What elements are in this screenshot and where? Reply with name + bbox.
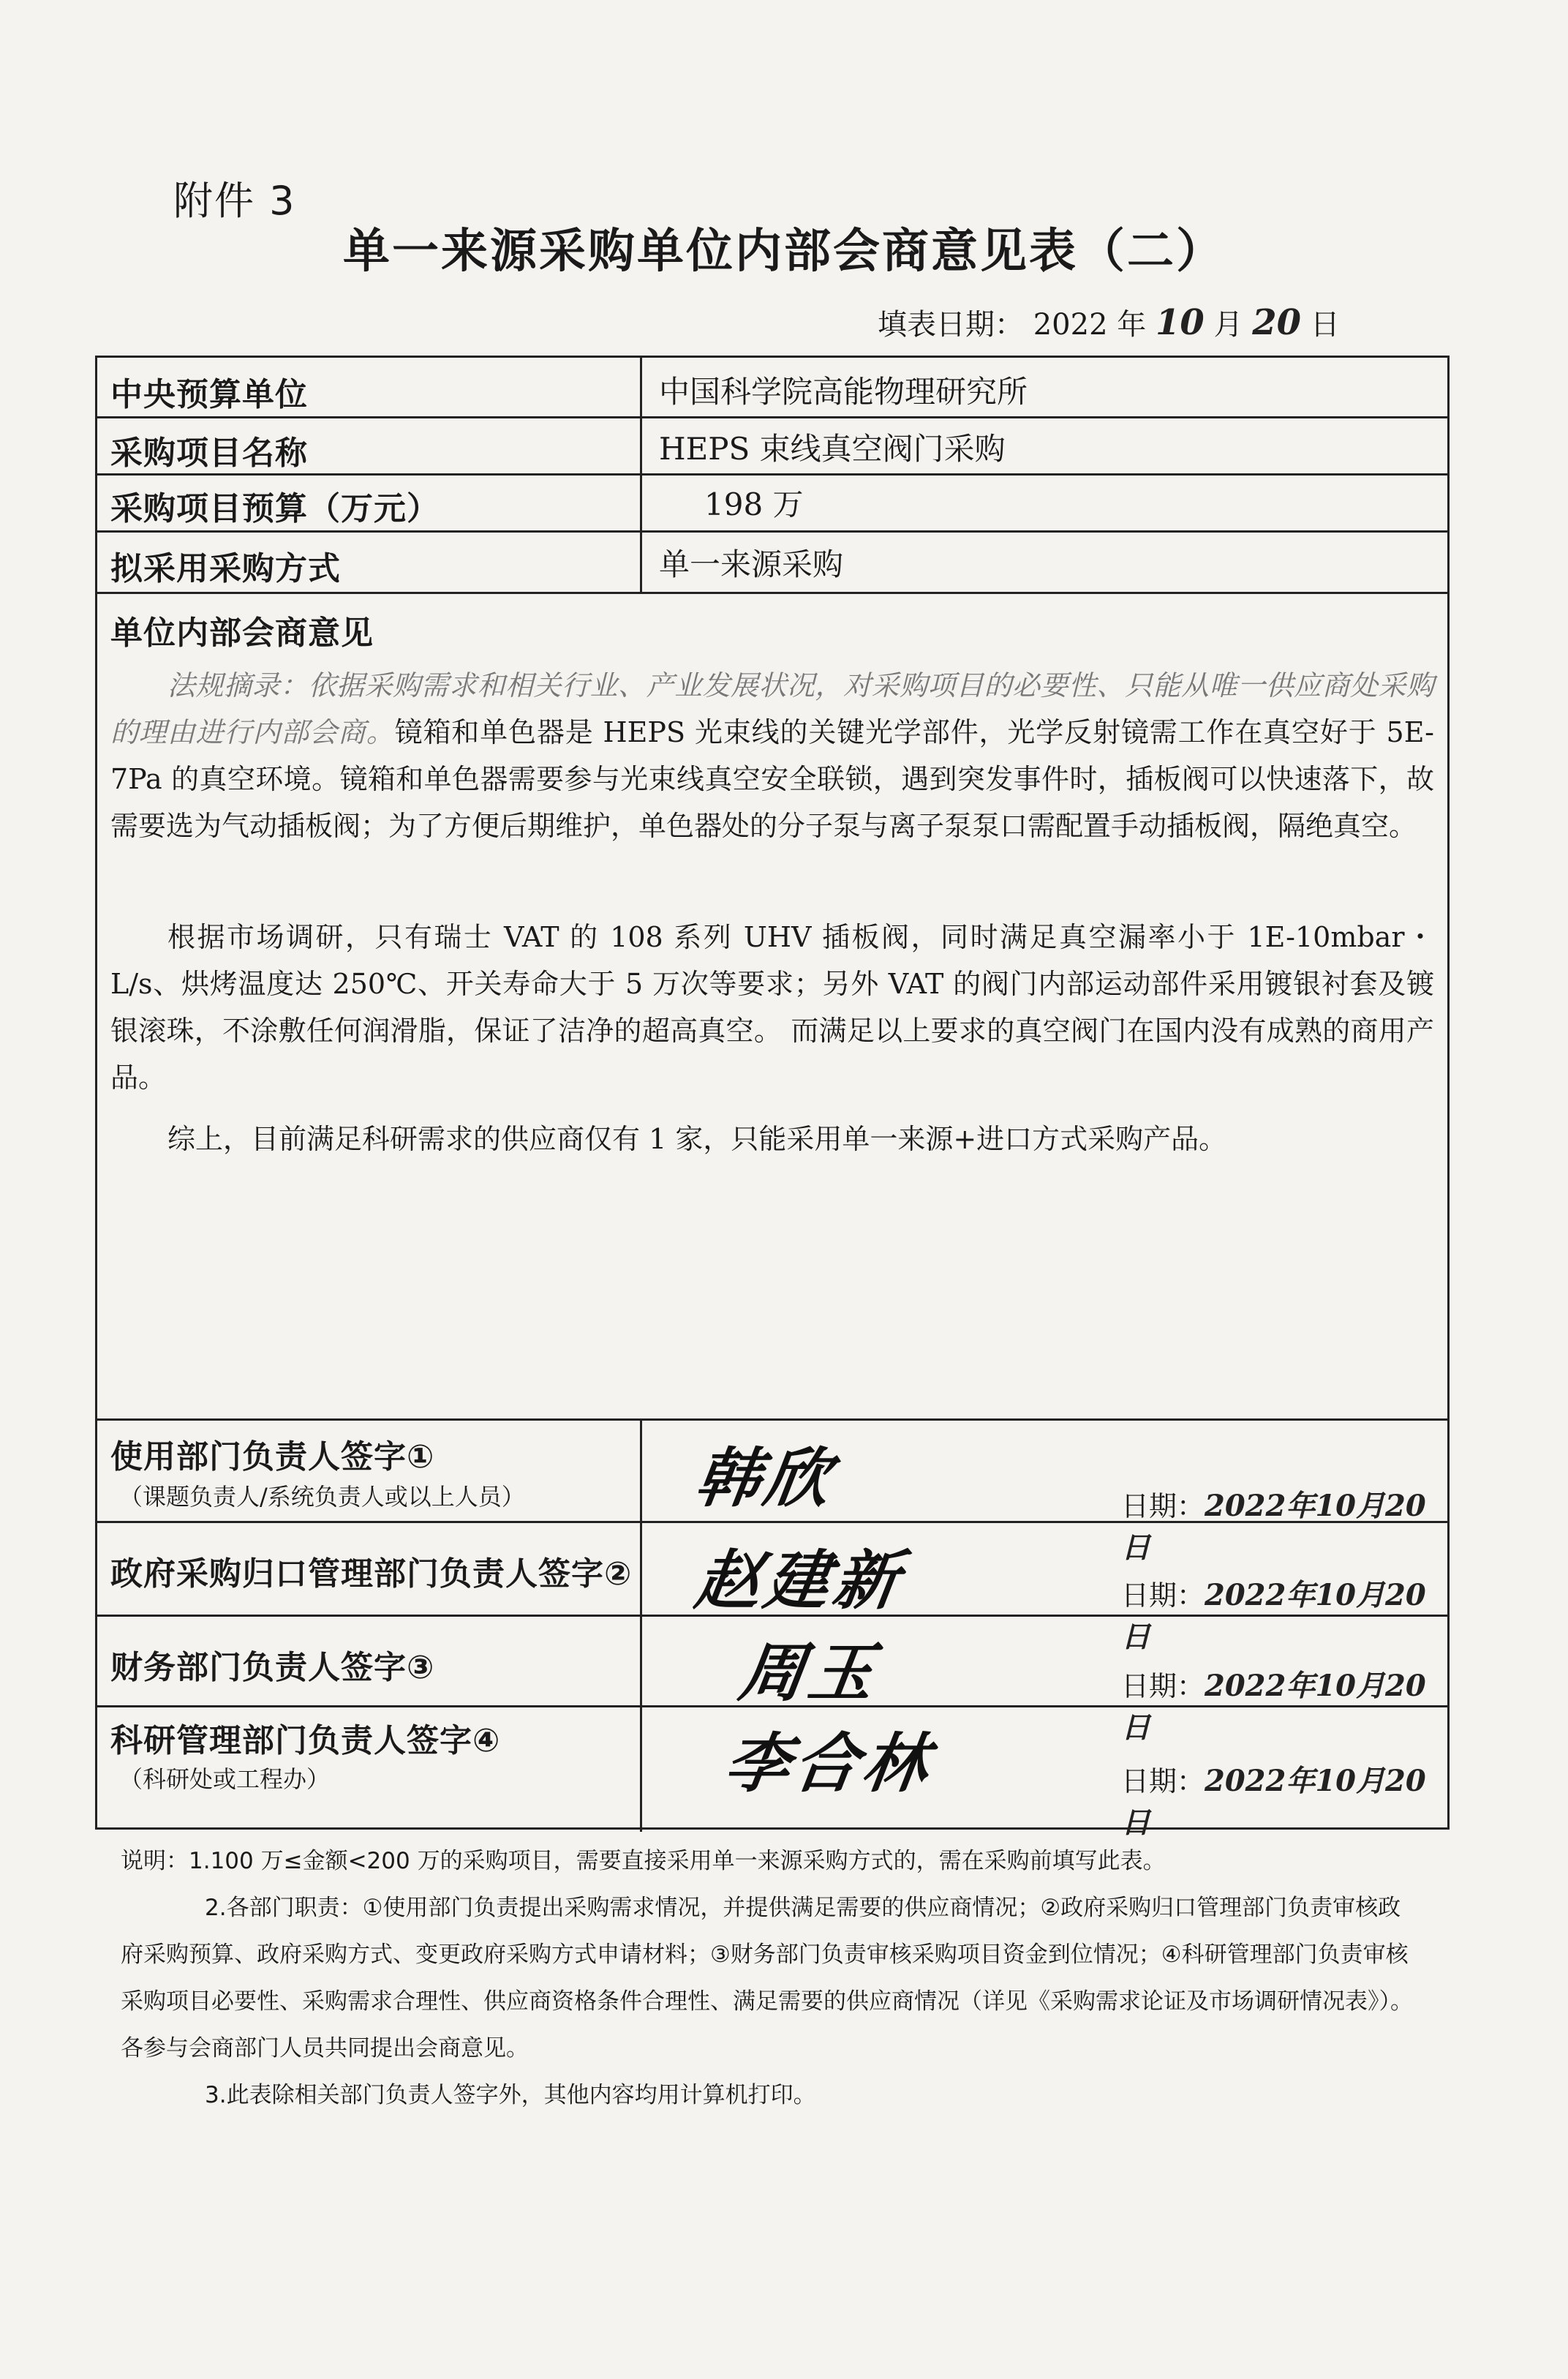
research-mgmt-date <box>1121 1758 1447 1841</box>
fill-date-month: 10 <box>1155 302 1205 343</box>
user-dept-date <box>1121 1483 1447 1566</box>
finance-sign-label: 财务部门负责人签字③ <box>110 1649 435 1686</box>
form-title: 单一来源采购单位内部会商意见表（二） <box>343 225 1225 279</box>
user-dept-sign-sublabel: （课题负责人/系统负责人或以上人员） <box>119 1483 525 1511</box>
note-1: 说明：1.100 万≤金额<200 万的采购项目，需要直接采用单一来源采购方式的，需在采购前填写此表。 <box>121 1848 1166 1874</box>
fill-date-day-unit: 日 <box>1310 308 1340 342</box>
user-dept-date-value: 2022年10月20日 <box>1121 1489 1426 1565</box>
signature-section-divider <box>97 1418 1447 1421</box>
gov-proc-signature: 赵建新 <box>690 1542 908 1618</box>
procurement-method-label: 拟采用采购方式 <box>110 550 341 587</box>
research-mgmt-sign-sublabel: （科研处或工程办） <box>119 1765 331 1793</box>
finance-date <box>1121 1663 1447 1746</box>
note-2: 2.各部门职责：①使用部门负责提出采购需求情况，并提供满足需要的供应商情况；②政府采购归口管理部门负责审核政府采购预算、政府采购方式、变更政府采购方式申请材料；③财务部门负责审核采购项目资金到位情况；④科研管理部门负责审核采购项目必要性、采购需求合理性、供应商资格条件合理性、满足需要的供应商情况（详见《采购需求论证及市场调研情况表》）。各参与会商部门人员共同提出会商意见。 <box>121 1895 1413 2062</box>
opinion-heading: 单位内部会商意见 <box>110 615 374 652</box>
fill-date-year-unit: 年 <box>1117 308 1147 342</box>
row-divider <box>97 592 1447 594</box>
row-divider <box>97 416 1447 418</box>
row-divider <box>97 530 1447 533</box>
user-dept-sign-label: 使用部门负责人签字① <box>110 1438 435 1476</box>
date-label: 日期： <box>1121 1765 1205 1797</box>
date-label: 日期： <box>1121 1490 1205 1522</box>
date-label: 日期： <box>1121 1579 1205 1612</box>
budget-unit-label: 中央预算单位 <box>110 376 308 413</box>
fill-date-day: 20 <box>1252 302 1301 343</box>
date-label: 日期： <box>1121 1670 1205 1702</box>
note-3: 3.此表除相关部门负责人签字外，其他内容均用计算机打印。 <box>205 2082 816 2108</box>
opinion-paragraph-2: 根据市场调研，只有瑞士 VAT 的 108 系列 UHV 插板阀，同时满足真空漏率小于 1E-10mbar・L/s、烘烤温度达 250℃、开关寿命大于 5 万次等要求；另外 VAT 的阀门内部运动部件采用镀银衬套及镀银滚珠，不涂敷任何润滑脂，保证了洁净的超高真空。 而满足以上要求的真空阀门在国内没有成熟的商用产品。 <box>110 921 1434 1094</box>
finance-signature: 周玉 <box>734 1634 883 1710</box>
notes-section <box>121 1838 1421 2119</box>
signature-column-divider <box>640 1418 642 1832</box>
research-mgmt-signature: 李合林 <box>720 1725 938 1801</box>
opinion-paragraph-1 <box>110 662 1434 849</box>
research-mgmt-date-value: 2022年10月20日 <box>1121 1764 1426 1840</box>
finance-date-value: 2022年10月20日 <box>1121 1669 1426 1745</box>
project-budget-label: 采购项目预算（万元） <box>110 490 440 527</box>
fill-date-year: 2022 <box>1033 308 1108 342</box>
row-divider <box>97 473 1447 476</box>
attachment-label: 附件 3 <box>173 178 296 224</box>
procurement-method-value: 单一来源采购 <box>659 546 844 582</box>
gov-proc-sign-label: 政府采购归口管理部门负责人签字② <box>110 1555 633 1593</box>
opinion-paragraph-3: 综上，目前满足科研需求的供应商仅有 1 家，只能采用单一来源+进口方式采购产品。 <box>167 1123 1227 1155</box>
fill-date-label: 填表日期： <box>878 308 1024 342</box>
gov-proc-date <box>1121 1572 1447 1655</box>
gov-proc-date-value: 2022年10月20日 <box>1121 1578 1426 1654</box>
fill-date-month-unit: 月 <box>1213 308 1243 342</box>
consultation-table <box>95 356 1450 1840</box>
regulation-excerpt: 法规摘录：依据采购需求和相关行业、产业发展状况，对采购项目的必要性、只能从唯一供应商处采购的理由进行内部会商。 <box>110 669 1434 748</box>
user-dept-signature: 韩欣 <box>690 1440 840 1516</box>
opinion-paragraph-1-body: 镜箱和单色器是 HEPS 光束线的关键光学部件，光学反射镜需工作在真空好于 5E-7Pa 的真空环境。镜箱和单色器需要参与光束线真空安全联锁，遇到突发事件时，插板阀可以快速落下，故需要选为气动插板阀；为了方便后期维护，单色器处的分子泵与离子泵泵口需配置手动插板阀，隔绝真空。 <box>110 716 1434 842</box>
budget-unit-value: 中国科学院高能物理研究所 <box>659 374 1028 410</box>
project-name-label: 采购项目名称 <box>110 435 308 472</box>
project-budget-value: 198 万 <box>704 486 804 522</box>
fill-date <box>878 301 1340 343</box>
project-name-value: HEPS 束线真空阀门采购 <box>659 431 1006 467</box>
research-mgmt-sign-label: 科研管理部门负责人签字④ <box>110 1722 501 1759</box>
